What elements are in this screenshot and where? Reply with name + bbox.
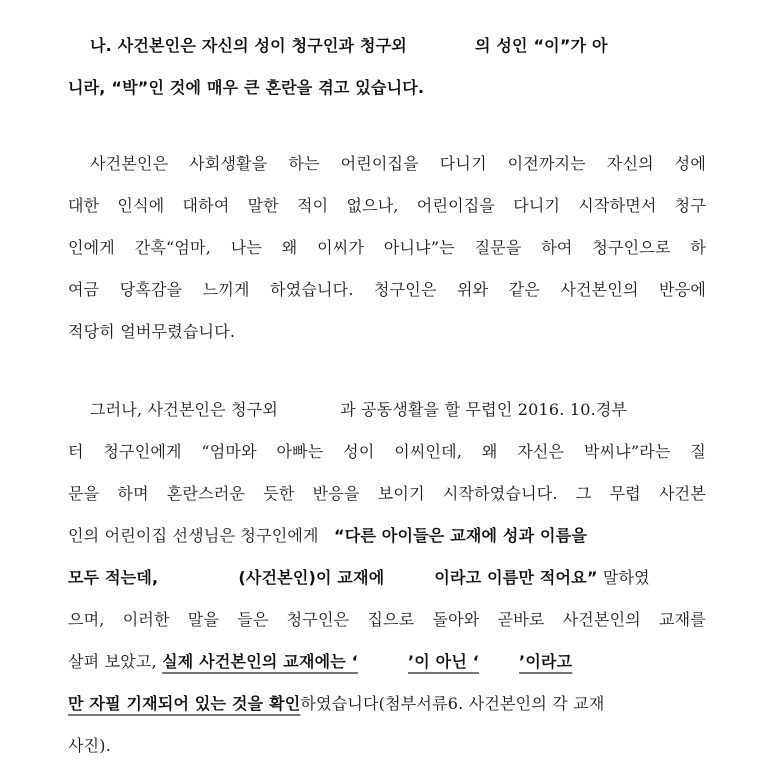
heading-text-2: 의 성인 “이”가 아 [474,36,608,55]
para2-line-9: 사진). [68,736,112,755]
para2-text: 살펴 보았고, [68,652,157,671]
para2-line-6: 으며, 이러한 말을 들은 청구인은 집으로 돌아와 곧바로 사건본인의 교재를 [68,610,706,629]
para2-text: 그러나, 사건본인은 청구외 [90,400,279,419]
redacted-name [158,564,238,592]
quoted-bold-text: (사건본인)이 교재에 [238,568,385,587]
para1-line-3: 인에게 간혹“엄마, 나는 왜 이씨가 아니냐”는 질문을 하여 청구인으로 하 [68,238,706,257]
heading-text-1: 나. 사건본인은 자신의 성이 청구인과 청구외 [90,36,407,55]
para2-line-4 [68,522,706,550]
redacted-name [278,396,340,424]
para2-text: 말하였 [602,568,650,587]
heading-text-3: 니라, “박”인 것에 매우 큰 혼란을 겪고 있습니다. [68,78,425,97]
para2-text: 과 공동생활을 할 무렵인 2016. 10.경부 [340,400,628,419]
para2-line-3: 문을 하며 혼란스러운 듯한 반응을 보이기 시작하였습니다. 그 무렵 사건본 [68,484,706,503]
para1-line-5: 적당히 얼버무렸습니다. [68,322,236,341]
para2-line-2: 터 청구인에게 “엄마와 아빠는 성이 이씨인데, 왜 자신은 박씨냐”라는 질 [68,442,706,461]
redacted-name [479,648,519,676]
quoted-bold-text: “다른 아이들은 교재에 성과 이름을 [334,526,587,545]
section-heading-line-1 [90,32,728,60]
quoted-bold-text: 모두 적는데, [68,568,159,587]
underlined-bold-text: ’이 아닌 ‘ [407,652,480,671]
para1-line-1: 사건본인은 사회생활을 하는 어린이집을 다니기 이전까지는 자신의 성에 [90,154,706,173]
para2-text: 하였습니다(첨부서류6. 사건본인의 각 교재 [300,694,605,713]
redacted-name [407,32,475,60]
para2-line-5 [68,564,706,592]
quoted-bold-text: 이라고 이름만 적어요” [434,568,598,587]
underlined-bold-text: ’이라고 [519,652,573,671]
para1-line-4: 여금 당혹감을 느끼게 하였습니다. 청구인은 위와 같은 사건본인의 반응에 [68,280,706,299]
redacted-name [384,564,434,592]
para2-line-8 [68,690,706,718]
underlined-bold-text: 만 자필 기재되어 있는 것을 확인 [68,694,301,713]
para2-text: 인의 어린이집 선생님은 청구인에게 [68,526,319,545]
redacted-name [358,648,408,676]
section-heading-line-2 [68,74,706,102]
para2-line-1 [90,396,706,424]
para2-line-7 [68,648,706,676]
underlined-bold-text: 실제 사건본인의 교재에는 ‘ [162,652,358,671]
para1-line-2: 대한 인식에 대하여 말한 적이 없으나, 어린이집을 다니기 시작하면서 청구 [68,196,706,215]
